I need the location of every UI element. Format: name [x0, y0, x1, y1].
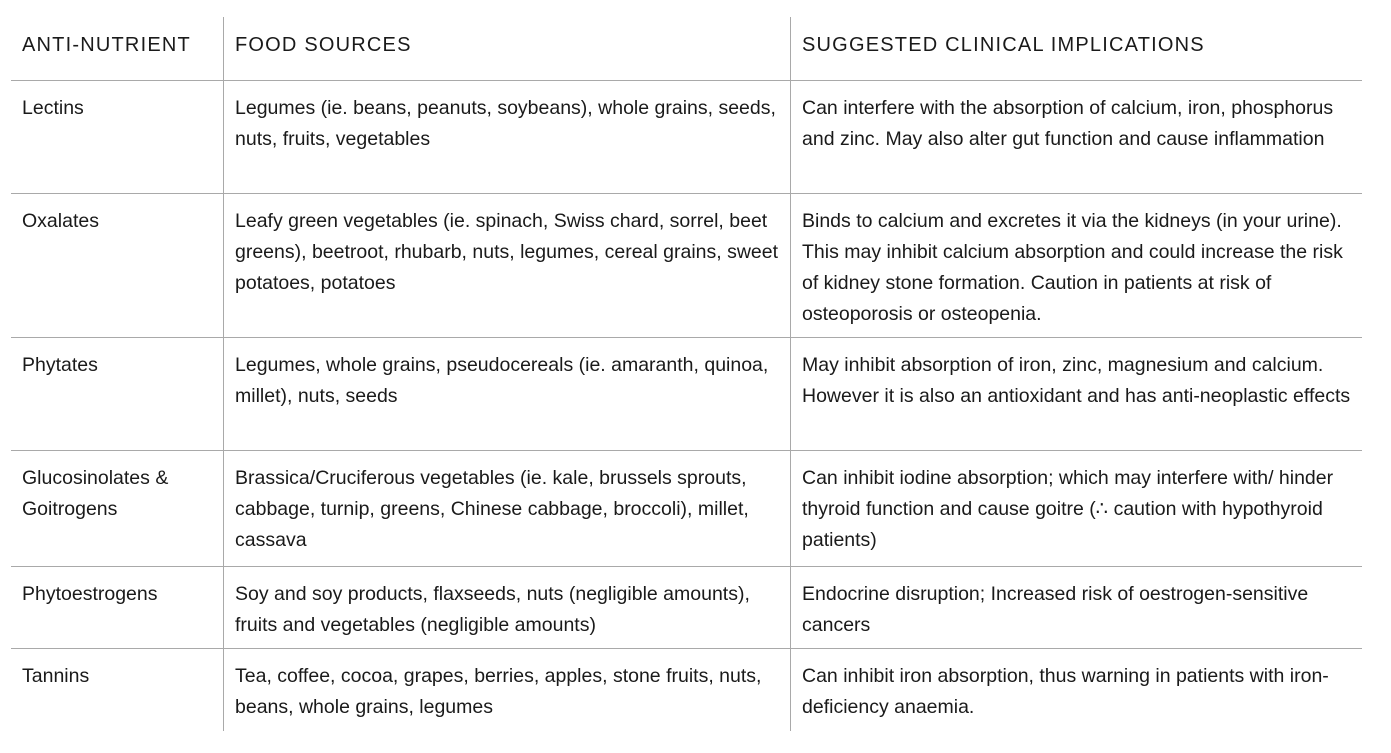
- food-sources-cell: Tea, coffee, cocoa, grapes, berries, apples, stone fruits, nuts, beans, whole grains, legumes: [224, 649, 791, 731]
- anti-nutrient-cell: Oxalates: [11, 194, 224, 337]
- implications-cell: May inhibit absorption of iron, zinc, magnesium and calcium. However it is also an antioxidant and has anti-neoplastic effects: [802, 354, 1351, 407]
- anti-nutrient-table: [11, 17, 1362, 731]
- table-row: [11, 451, 1362, 567]
- anti-nutrient-cell: Lectins: [11, 81, 224, 193]
- food-sources-cell: Brassica/Cruciferous vegetables (ie. kale, brussels sprouts, cabbage, turnip, greens, Chinese cabbage, broccoli), millet, cassava: [224, 451, 791, 566]
- table-row: [11, 649, 1362, 731]
- anti-nutrient-cell: Glucosinolates & Goitrogens: [11, 451, 224, 566]
- food-sources-cell: Legumes (ie. beans, peanuts, soybeans), whole grains, seeds, nuts, fruits, vegetables: [224, 81, 791, 193]
- table-row: [11, 81, 1362, 194]
- header-clinical-implications: SUGGESTED CLINICAL IMPLICATIONS: [802, 34, 1205, 56]
- implications-cell: Can inhibit iron absorption, thus warning in patients with iron-deficiency anaemia.: [802, 665, 1329, 718]
- food-sources-cell: Soy and soy products, flaxseeds, nuts (negligible amounts), fruits and vegetables (negligible amounts): [224, 567, 791, 648]
- food-sources-cell: Leafy green vegetables (ie. spinach, Swiss chard, sorrel, beet greens), beetroot, rhubarb, nuts, legumes, cereal grains, sweet potatoes, potatoes: [224, 194, 791, 337]
- implications-cell: Can inhibit iodine absorption; which may interfere with/ hinder thyroid function and cause goitre (∴ caution with hypothyroid patients): [802, 467, 1334, 551]
- header-anti-nutrient: ANTI-NUTRIENT: [11, 17, 224, 80]
- anti-nutrient-cell: Tannins: [11, 649, 224, 731]
- implications-cell: Endocrine disruption; Increased risk of oestrogen-sensitive cancers: [802, 583, 1309, 636]
- table-row: [11, 567, 1362, 649]
- table-row: [11, 338, 1362, 451]
- food-sources-cell: Legumes, whole grains, pseudocereals (ie. amaranth, quinoa, millet), nuts, seeds: [224, 338, 791, 450]
- anti-nutrient-cell: Phytates: [11, 338, 224, 450]
- table-header-row: [11, 17, 1362, 81]
- table-row: [11, 194, 1362, 338]
- implications-cell: Can interfere with the absorption of calcium, iron, phosphorus and zinc. May also alter gut function and cause inflammation: [802, 97, 1334, 150]
- implications-cell: Binds to calcium and excretes it via the kidneys (in your urine). This may inhibit calcium absorption and could increase the risk of kidney stone formation. Caution in patients at risk of osteoporosis or osteopenia.: [802, 210, 1343, 325]
- anti-nutrient-cell: Phytoestrogens: [11, 567, 224, 648]
- header-food-sources: FOOD SOURCES: [224, 17, 791, 80]
